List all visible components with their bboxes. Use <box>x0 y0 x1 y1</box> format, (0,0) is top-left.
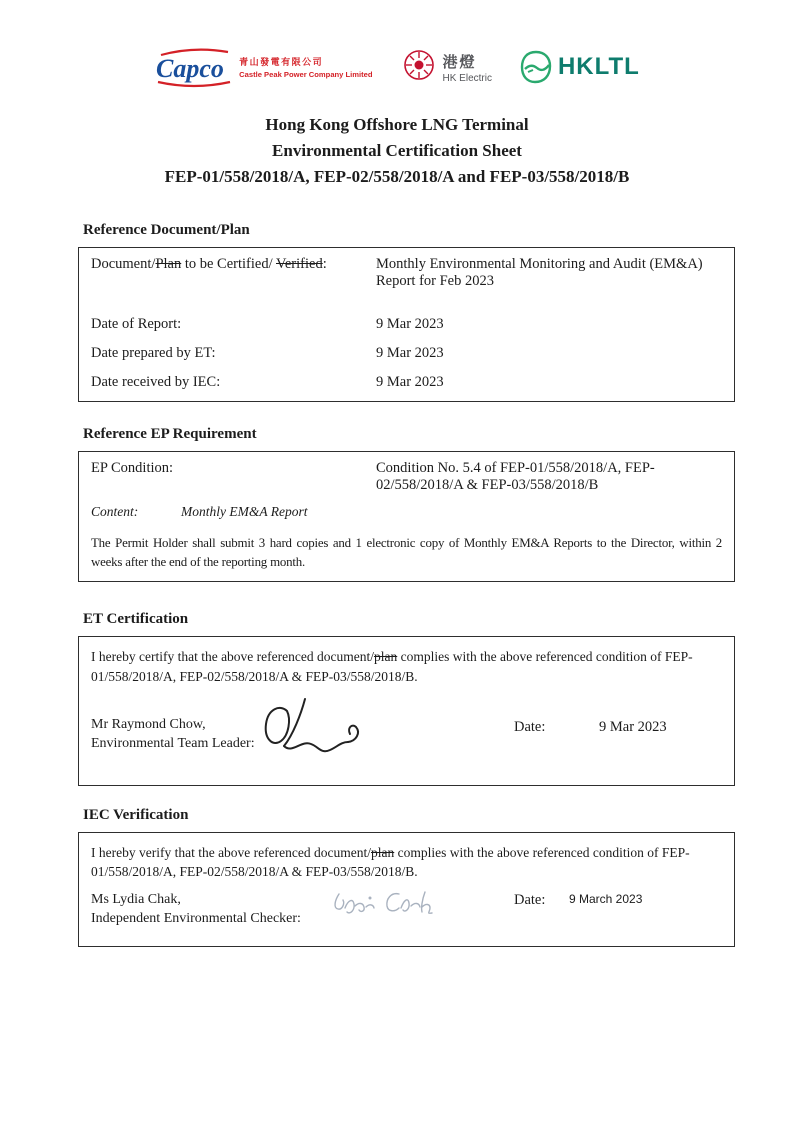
statement-part: I hereby certify that the above referenced document/ <box>91 649 374 665</box>
iec-date-label: Date: <box>514 891 546 908</box>
iec-verification-statement <box>91 843 722 882</box>
hkltl-logo <box>520 50 640 84</box>
document-to-be-certified-label <box>91 256 376 304</box>
date-prepared-by-et-value: 9 Mar 2023 <box>376 345 444 361</box>
iec-signature <box>329 882 469 926</box>
document-title <box>0 112 794 190</box>
table-row <box>91 345 722 362</box>
ep-condition-label: EP Condition: <box>91 460 174 476</box>
table-row <box>91 256 722 304</box>
capco-chinese-name: 青山發電有限公司 <box>239 58 324 68</box>
hkltl-leaf-icon <box>520 50 552 84</box>
table-row <box>91 504 722 520</box>
date-prepared-by-et-label: Date prepared by ET: <box>91 345 216 361</box>
et-certification-box <box>78 636 735 785</box>
table-row <box>91 460 722 494</box>
reference-ep-table <box>78 451 735 582</box>
content-value: Monthly EM&A Report <box>181 504 308 519</box>
reference-document-heading: Reference Document/Plan <box>83 222 250 238</box>
date-of-report-label: Date of Report: <box>91 316 182 332</box>
reference-document-table <box>78 247 735 402</box>
capco-english-name: Castle Peak Power Company Limited <box>239 70 373 79</box>
iec-signatory-role: Independent Environmental Checker: <box>91 910 301 926</box>
statement-part: complies with the above referenced condition of FEP-01/558/2018/A, FEP-02/558/2018/A & FEP-03/558/2018/B. <box>91 649 693 684</box>
hk-electric-english-name: HK Electric <box>442 72 492 84</box>
capco-wordmark-icon <box>154 46 234 88</box>
date-of-report-value: 9 Mar 2023 <box>376 316 444 332</box>
ep-condition-value: Condition No. 5.4 of FEP-01/558/2018/A, FEP-02/558/2018/A & FEP-03/558/2018/B <box>376 460 655 493</box>
hkltl-wordmark-text: HKLTL <box>557 53 640 80</box>
content-label: Content: <box>91 504 139 519</box>
permit-requirement-text: The Permit Holder shall submit 3 hard copies and 1 electronic copy of Monthly EM&A Reports to the Director, within 2 weeks after the end of the reporting month. <box>91 536 722 569</box>
label-part: Document/ <box>91 256 156 272</box>
title-line-3: FEP-01/558/2018/A, FEP-02/558/2018/A and FEP-03/558/2018/B <box>164 167 630 186</box>
title-line-2: Environmental Certification Sheet <box>272 141 522 160</box>
statement-part: complies with the above referenced condition of FEP-01/558/2018/A, FEP-02/558/2018/A & FEP-03/558/2018/B. <box>91 844 690 880</box>
et-signature <box>253 697 375 761</box>
iec-verification-box <box>78 832 735 947</box>
et-date-value: 9 Mar 2023 <box>599 718 667 735</box>
hk-electric-logo <box>401 48 492 86</box>
iec-signatory-name: Ms Lydia Chak, <box>91 891 181 907</box>
et-certification-heading: ET Certification <box>83 611 189 628</box>
iec-signature-row <box>91 890 722 934</box>
statement-part: I hereby verify that the above referenced document/ <box>91 844 371 860</box>
logo-header <box>0 0 794 88</box>
capco-logo <box>154 46 372 88</box>
et-date-label: Date: <box>514 718 546 735</box>
iec-verification-heading: IEC Verification <box>83 806 189 823</box>
et-signature-row <box>91 715 722 773</box>
et-signatory-role: Environmental Team Leader: <box>91 735 255 751</box>
hk-electric-emblem-icon <box>401 48 437 86</box>
label-strike-verified: Verified <box>276 256 323 272</box>
reference-ep-heading: Reference EP Requirement <box>83 426 257 442</box>
table-row <box>91 316 722 333</box>
date-received-by-iec-label: Date received by IEC: <box>91 374 221 390</box>
et-signatory-name: Mr Raymond Chow, <box>91 716 206 732</box>
title-line-1: Hong Kong Offshore LNG Terminal <box>265 115 529 134</box>
date-received-by-iec-value: 9 Mar 2023 <box>376 374 444 390</box>
capco-wordmark-text: Capco <box>156 54 225 83</box>
document-to-be-certified-value: Monthly Environmental Monitoring and Audit (EM&A) Report for Feb 2023 <box>376 256 703 289</box>
iec-date-value: 9 March 2023 <box>569 891 643 906</box>
table-row <box>91 374 722 391</box>
et-certification-statement <box>91 647 722 686</box>
label-part: to be Certified/ <box>181 256 276 272</box>
label-strike-plan: Plan <box>155 256 182 272</box>
statement-strike-plan: plan <box>371 844 395 860</box>
statement-strike-plan: plan <box>373 649 398 665</box>
label-part: : <box>322 256 327 272</box>
hk-electric-chinese-name: 港燈 <box>442 52 477 71</box>
